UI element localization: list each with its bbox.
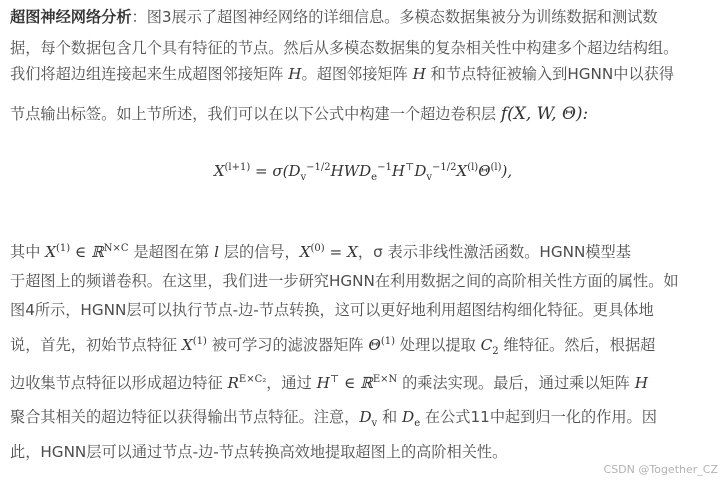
para1-line2: 据，每个数据包含几个具有特征的节点。然后从多模态数据集的复杂相关性中构建多个超边结构组。: [10, 39, 679, 57]
para2-line7: 此，HGNN层可以通过节点-边-节点转换高效地提取超图上的高阶相关性。: [10, 443, 508, 461]
para2-line6: 聚合其相关的超边特征以获得输出节点特征。注意，$D_v$ 和 $D_e$ 在公式11中起到归一化的作用。因: [10, 408, 657, 430]
conv-formula: $X^{(l+1)} = \sigma(D_v^{-1/2}HWD_e^{-1}H^⊤D_v^{-1/2}X^{(l)}\Theta^{(l)})$,: [213, 162, 513, 183]
para1-line3: 我们将超边组连接起来生成超图邻接矩阵 H。超图邻接矩阵 H 和节点特征被输入到HGNN中以获得: [10, 65, 675, 83]
para2-line4: 说，首先，初始节点特征 $X^{(1)}$ 被可学习的滤波器矩阵 $\Theta^{(1)}$ 处理以提取 $C_2$ 维特征。然后，根据超: [10, 336, 656, 358]
section-heading: 超图神经网络分析: [10, 8, 132, 26]
para2-line1: 其中 $X^{(1)}$ ∈ ℝ$^{N\times C}$ 是超图在第 l 层的信号，$X^{(0)} = X$，σ 表示非线性激活函数。HGNN模型基: [10, 243, 631, 262]
para2-line3: 图4所示，HGNN层可以执行节点-边-节点转换，这可以更好地利用超图结构细化特征。更具体地: [10, 301, 654, 319]
para2-line2: 于超图上的频谱卷积。在这里，我们进一步研究HGNN在利用数据之间的高阶相关性方面的属性。如: [10, 272, 679, 290]
para2-line5: 边收集节点特征以形成超边特征 $R^{E\times C_2}$，通过 H⊤ ∈ ℝ$^{E\times N}$ 的乘法实现。最后，通过乘以矩阵 H: [10, 374, 648, 393]
watermark: CSDN @Together_CZ: [603, 463, 718, 476]
para1-line1: 超图神经网络分析：图3展示了超图神经网络的详细信息。多模态数据集被分为训练数据和测试数: [10, 8, 658, 26]
para1-line4: 节点输出标签。如上节所述，我们可以在以下公式中构建一个超边卷积层 f(X, W, Θ):: [10, 104, 589, 124]
